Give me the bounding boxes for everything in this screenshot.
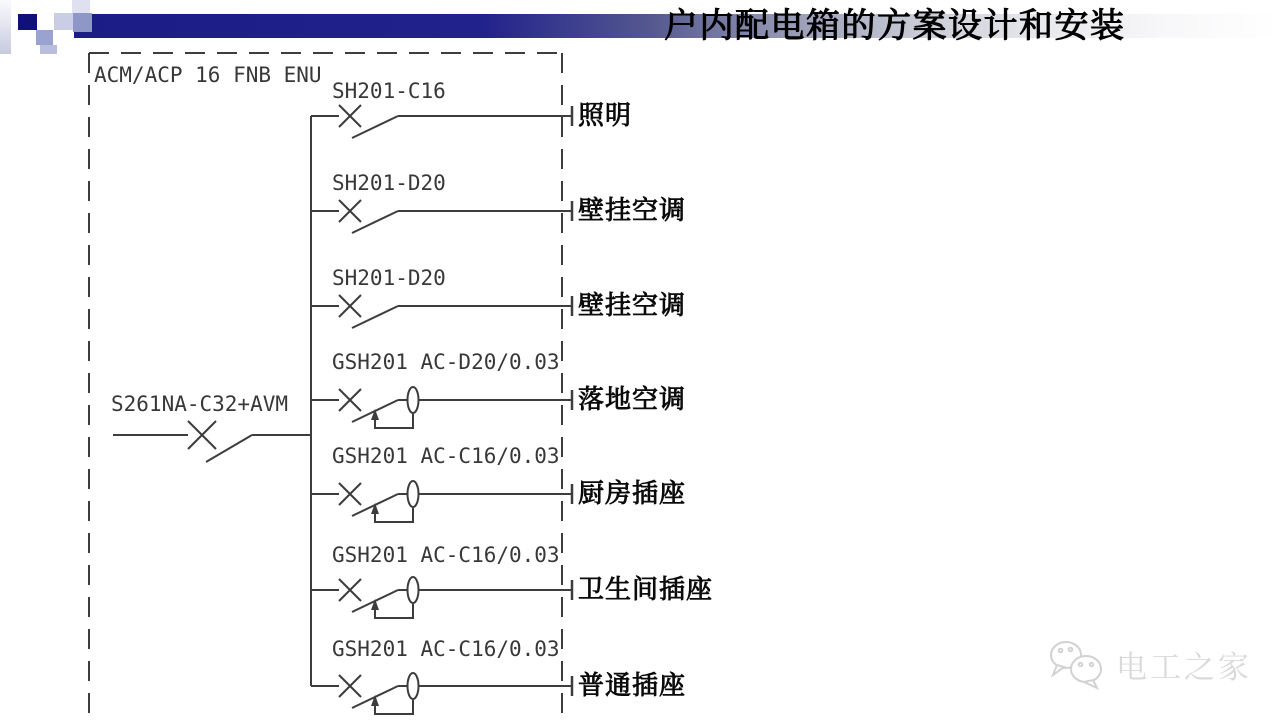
circuit-model-label: SH201-D20 — [332, 171, 446, 195]
circuit-load-label: 普通插座 — [578, 670, 687, 700]
branch-breaker-symbol — [311, 295, 572, 328]
circuit-load-label: 厨房插座 — [578, 478, 687, 508]
circuit-model-label: GSH201 AC-C16/0.03 — [332, 637, 560, 661]
circuit-load-label: 壁挂空调 — [578, 195, 687, 225]
box-model-label: ACM/ACP 16 FNB ENU — [94, 63, 322, 87]
branch-rcbo-symbol — [311, 387, 572, 428]
circuit-model-label: SH201-C16 — [332, 79, 446, 103]
main-breaker-symbol — [113, 421, 311, 462]
branch-breaker-symbol — [311, 200, 572, 233]
circuit-model-label: GSH201 AC-C16/0.03 — [332, 543, 560, 567]
watermark — [1046, 638, 1252, 690]
page-title: 户内配电箱的方案设计和安装 — [664, 7, 1126, 45]
branch-breaker-symbol — [311, 105, 572, 138]
distribution-box-outline — [89, 53, 562, 720]
circuit-model-label: GSH201 AC-C16/0.03 — [332, 444, 560, 468]
main-breaker-label: S261NA-C32+AVM — [111, 392, 289, 416]
circuit-load-label: 落地空调 — [578, 384, 687, 414]
watermark-text: 电工之家 — [1116, 649, 1252, 685]
circuit-load-label: 卫生间插座 — [578, 574, 714, 604]
circuit-load-label: 照明 — [578, 100, 633, 130]
circuit-load-label: 壁挂空调 — [578, 290, 687, 320]
circuit-model-label: GSH201 AC-D20/0.03 — [332, 350, 560, 374]
circuit-model-label: SH201-D20 — [332, 266, 446, 290]
branch-rcbo-symbol — [311, 481, 572, 522]
wechat-chat-bubbles-icon — [1046, 638, 1108, 690]
branch-rcbo-symbol — [311, 577, 572, 618]
branch-rcbo-symbol — [311, 673, 572, 714]
